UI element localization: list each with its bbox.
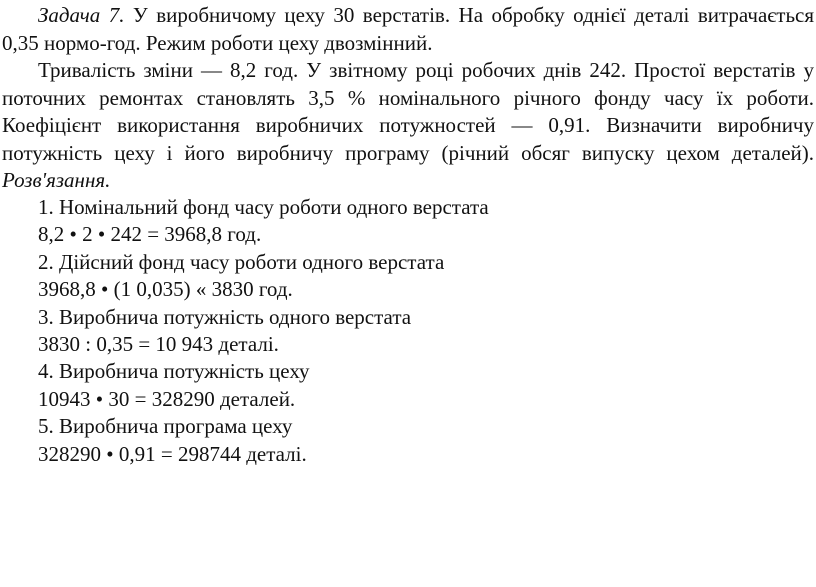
- problem-statement-paragraph: [2, 2, 814, 57]
- solution-steps: [38, 194, 489, 468]
- solution-step-formula: 328290 • 0,91 = 298744 деталі.: [38, 441, 307, 466]
- problem-label: Задача 7.: [38, 3, 125, 27]
- solution-step-heading: 4. Виробнича потужність цеху: [38, 359, 310, 384]
- solution-step-heading: 5. Виробнича програма цеху: [38, 414, 293, 439]
- solution-step-heading: 1. Номінальний фонд часу роботи одного верстата: [38, 195, 489, 219]
- problem-conditions-paragraph: [2, 57, 814, 195]
- solution-step-formula: 8,2 • 2 • 242 = 3968,8 год.: [38, 222, 262, 247]
- solution-step-heading: 3. Виробнича потужність одного верстата: [38, 304, 412, 329]
- solution-step-heading: 2. Дійсний фонд часу роботи одного верстата: [38, 249, 445, 274]
- problem-intro-text: У виробничому цеху 30 верстатів. На обробку однієї деталі витрачається 0,35 нормо-год. Режим роботи цеху двозмінний.: [2, 3, 815, 55]
- solution-step-formula: 10943 • 30 = 328290 деталей.: [38, 386, 296, 411]
- problem-conditions-text: Тривалість зміни — 8,2 год. У звітному році робочих днів 242. Простої верстатів у поточних ремонтах становлять 3,5 % номінального річного фонду часу їх роботи. Коефіцієнт використання виробничих потужностей — 0,91. Визначити виробничу потужність цеху і його виробничу програму (річний обсяг випуску цехом деталей).: [2, 58, 814, 165]
- solution-step-formula: 3830 : 0,35 = 10 943 деталі.: [38, 332, 279, 357]
- solution-step-formula: 3968,8 • (1 0,035) « 3830 год.: [38, 277, 293, 302]
- solution-label: Розв'язання.: [2, 168, 111, 192]
